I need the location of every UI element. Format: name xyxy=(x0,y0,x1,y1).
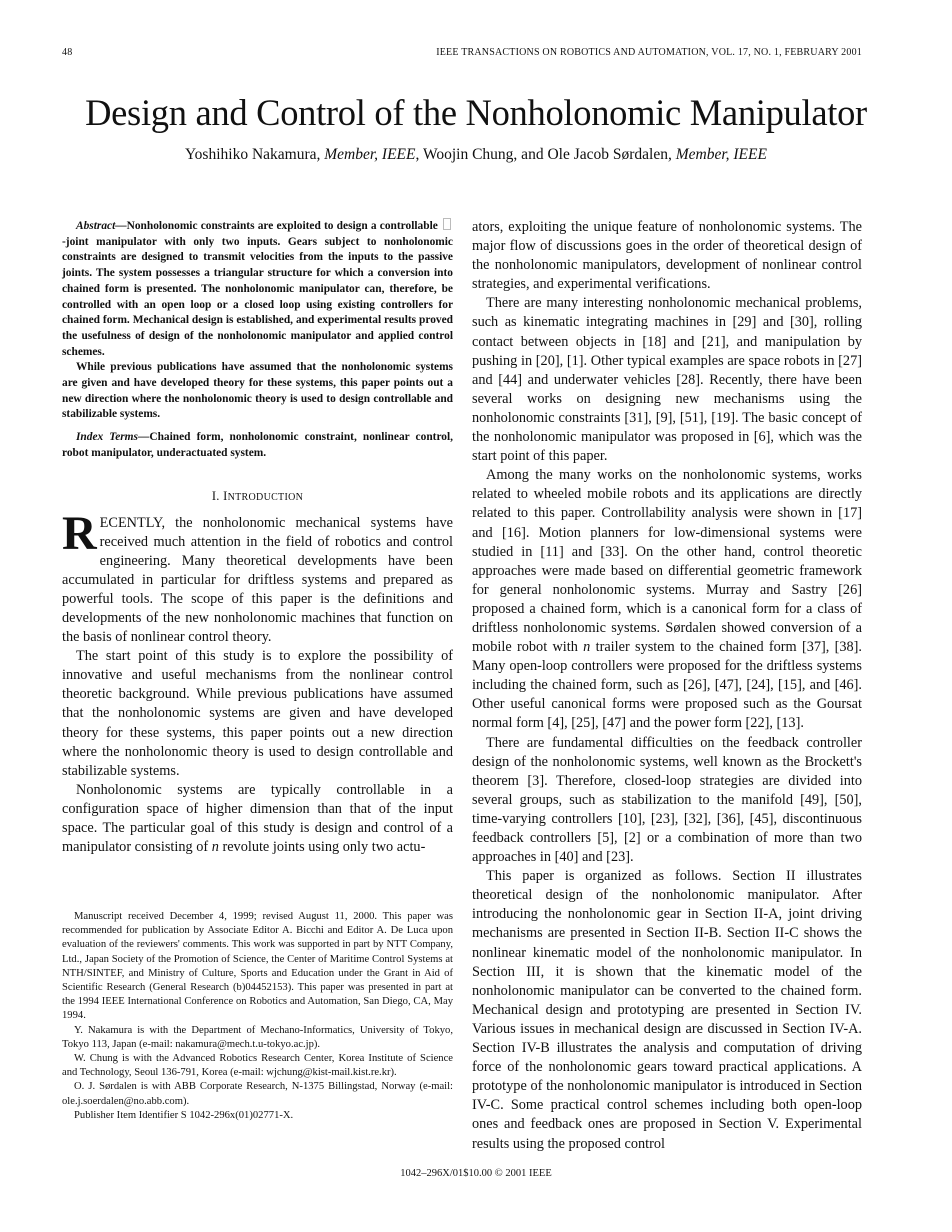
footnote-manuscript: Manuscript received December 4, 1999; revised August 11, 2000. This paper was recommended for publication by Associate Editor A. Bicchi and Editor A. De Luca upon evaluation of the reviewers' comments. This work was supported in part by NTT Company, Ltd., Japan Society of the Promotion of Science, the Center of Maritime Control Systems at NTH/SINTEF, and Ministry of Culture, Sports and Education under the Grant in Aid of Scientific Research (General Research (b)04452153). This paper was presented in part at the 1994 IEEE International Conference on Robotics and Automation, San Diego, CA, May 1994. xyxy=(62,911,453,1022)
drop-cap: R xyxy=(62,506,97,560)
copyright-line: 1042–296X/01$10.00 © 2001 IEEE xyxy=(400,1168,552,1179)
variable-n-right: n xyxy=(583,639,591,656)
variable-n: n xyxy=(211,839,219,856)
footnotes xyxy=(62,910,453,1123)
intro-paragraph-2: The start point of this study is to explore the possibility of innovative and useful mechanisms from the nonlinear control theoretic background. While previous publications have assumed that the nonholonomic systems are given and have developed theory for these systems, this paper points out a new direction where the nonholonomic theory is used to design controllable and stabilizable systems. xyxy=(62,648,453,779)
index-terms xyxy=(62,430,453,461)
missing-symbol-box xyxy=(443,218,451,230)
right-p3-text-a: Among the many works on the nonholonomic systems, works related to wheeled mobile robots and its applications are directly related to this paper. Controllability analysis were shown in [17] and [16]. Motion planners for low-dimensional systems were studied in [11] and [33]. On the other hand, control theoretic approaches were made based on differential geometric framework for general nonholonomic systems. Murray and Sastry [26] proposed a chained form, which is a canonical form for a class of driftless nonholonomic systems. Sørdalen showed conversion of a mobile robot with xyxy=(472,467,862,656)
abstract-label: Abstract— xyxy=(76,220,127,232)
right-paragraph-2: There are many interesting nonholonomic mechanical problems, such as kinematic integrating machines in [29] and [30], rolling contact between objects in [18] and [21], and manipulation by pushing in [20], [1]. Other typical examples are space robots in [27] and [44] and underwater vehicles [28]. Recently, there have been several works on designing new mechanisms using the nonholonomic constraints [31], [9], [51], [19]. The basic concept of the nonholonomic manipulator was proposed in [6], which was the start point of this paper. xyxy=(472,295,862,465)
page-number: 48 xyxy=(62,47,73,58)
index-terms-label: Index Terms— xyxy=(76,431,150,444)
right-paragraph-4: There are fundamental difficulties on the feedback controller design of the nonholonomic systems, well known as the Brockett's theorem [3]. Therefore, closed-loop strategies are divided into several groups, such as stabilization to the manifold [49], [50], time-varying controllers [10], [23], [32], [36], [45], discontinuous feedback controllers [5], [2] or a combination of more than two approaches in [40] and [23]. xyxy=(472,734,862,866)
author-3-role: , Member, IEEE xyxy=(667,146,767,163)
author-line xyxy=(0,145,952,165)
right-paragraph-3 xyxy=(472,466,862,733)
intro-paragraph-3 xyxy=(62,781,453,857)
right-paragraph-1: ators, exploiting the unique feature of nonholonomic systems. The major flow of discussions goes in the order of theoretical design of the nonholonomic manipulators, development of nonlinear control strategies, and experimental verifications. xyxy=(472,219,862,293)
running-header xyxy=(62,47,862,63)
abstract xyxy=(62,218,453,360)
footnote-identifier: Publisher Item Identifier S 1042-296x(01)02771-X. xyxy=(74,1109,294,1121)
section-title: NTRODUCTION xyxy=(227,491,304,503)
abstract-para-2: While previous publications have assumed that the nonholonomic systems are given and have developed theory for these systems, this paper points out a new direction where the nonholonomic theory is used to design controllable and stabilizable systems. xyxy=(62,361,453,421)
intro-paragraph-1 xyxy=(62,506,453,648)
author-1-name: Yoshihiko Nakamura xyxy=(185,146,317,163)
intro-p3-text-a: Nonholonomic systems are typically controllable in a configuration space of higher dimension than that of the input space. The particular goal of this study is design and control of a manipulator consisting of xyxy=(62,781,453,856)
footnote-nakamura: Y. Nakamura is with the Department of Mechano-Informatics, University of Tokyo, Tokyo 113, Japan (e-mail: nakamura@mech.t.u-tokyo.ac.jp). xyxy=(62,1024,453,1050)
footnote-chung: W. Chung is with the Advanced Robotics Research Center, Korea Institute of Science and Technology, Seoul 136-791, Korea (e-mail: wjchung@kist-mail.kist.re.kr). xyxy=(62,1053,453,1079)
index-terms-text: Chained form, nonholonomic constraint, nonlinear control, robot manipulator, underactuated system. xyxy=(62,431,453,459)
abstract-text-b: -joint manipulator with only two inputs. Gears subject to nonholonomic constraints are designed to transmit velocities from the inputs to the passive joints. The system possesses a triangular structure for which a conversion into chained form is presented. The nonholonomic manipulator can, therefore, be controlled with an open loop or a closed loop using existing controllers for chained form. Mechanical design is established, and experimental results proved the usefulness of design of the nonholonomic manipulator and applied control schemes. xyxy=(62,235,453,358)
right-paragraph-5: This paper is organized as follows. Section II illustrates theoretical design of the nonholonomic manipulator. After introducing the nonholonomic gear in Section II-A, joint driving mechanisms are presented in Section II-B. Section II-C shows the nonlinear kinematic model of the nonholonomic manipulator. In Section III, it is shown that the kinematic model of the nonholonomic manipulator can be converted to the chained form. Mechanical design and prototyping are presented in Section IV. Various issues in mechanical design are discussed in Section IV-A. Section IV-B illustrates the analysis and computation of driving force of the nonholonomic gears toward practical applications. A prototype of the nonholonomic manipulator is introduced in Section IV-C. Some practical control schemes including both open-loop ones and feedback ones are proposed in Section V. Experimental results using the proposed control xyxy=(472,868,862,1152)
intro-p3-text-b: revolute joints using only two actu- xyxy=(222,839,426,856)
intro-p1-text: ECENTLY, the nonholonomic mechanical systems have received much attention in the field of robotics and control engineering. Many theoretical developments have been accumulated in particular for driftless systems and prepared as powerful tools. The scope of this paper is the definitions and developments of the new nonholonomic machines that function on the basis of nonlinear control theory. xyxy=(62,514,453,646)
paper-title: Design and Control of the Nonholonomic Manipulator xyxy=(85,92,867,133)
author-1-role: , Member, IEEE xyxy=(316,146,416,163)
right-p3-text-b: trailer system to the chained form [37], [38]. Many open-loop controllers were proposed for the driftless systems including the chained form, such as [26], [47], [24], [15], and [46]. Other useful canonical forms were proposed such as the Goursat normal form [4], [25], [47] and the power form [22], [13]. xyxy=(472,639,863,732)
journal-name: IEEE TRANSACTIONS ON ROBOTICS AND AUTOMATION, VOL. 17, NO. 1, FEBRUARY 2001 xyxy=(436,47,862,58)
footnote-sordalen: O. J. Sørdalen is with ABB Corporate Research, N-1375 Billingstad, Norway (e-mail: ole.j.soerdalen@no.abb.com). xyxy=(62,1081,453,1107)
section-heading xyxy=(62,489,453,504)
abstract-text-a: Nonholonomic constraints are exploited to design a controllable xyxy=(126,220,438,232)
right-column xyxy=(472,218,862,1154)
left-column xyxy=(62,218,453,857)
authors-2-3: , Woojin Chung, and Ole Jacob Sørdalen xyxy=(415,146,668,163)
section-numeral: I. I xyxy=(211,488,228,503)
